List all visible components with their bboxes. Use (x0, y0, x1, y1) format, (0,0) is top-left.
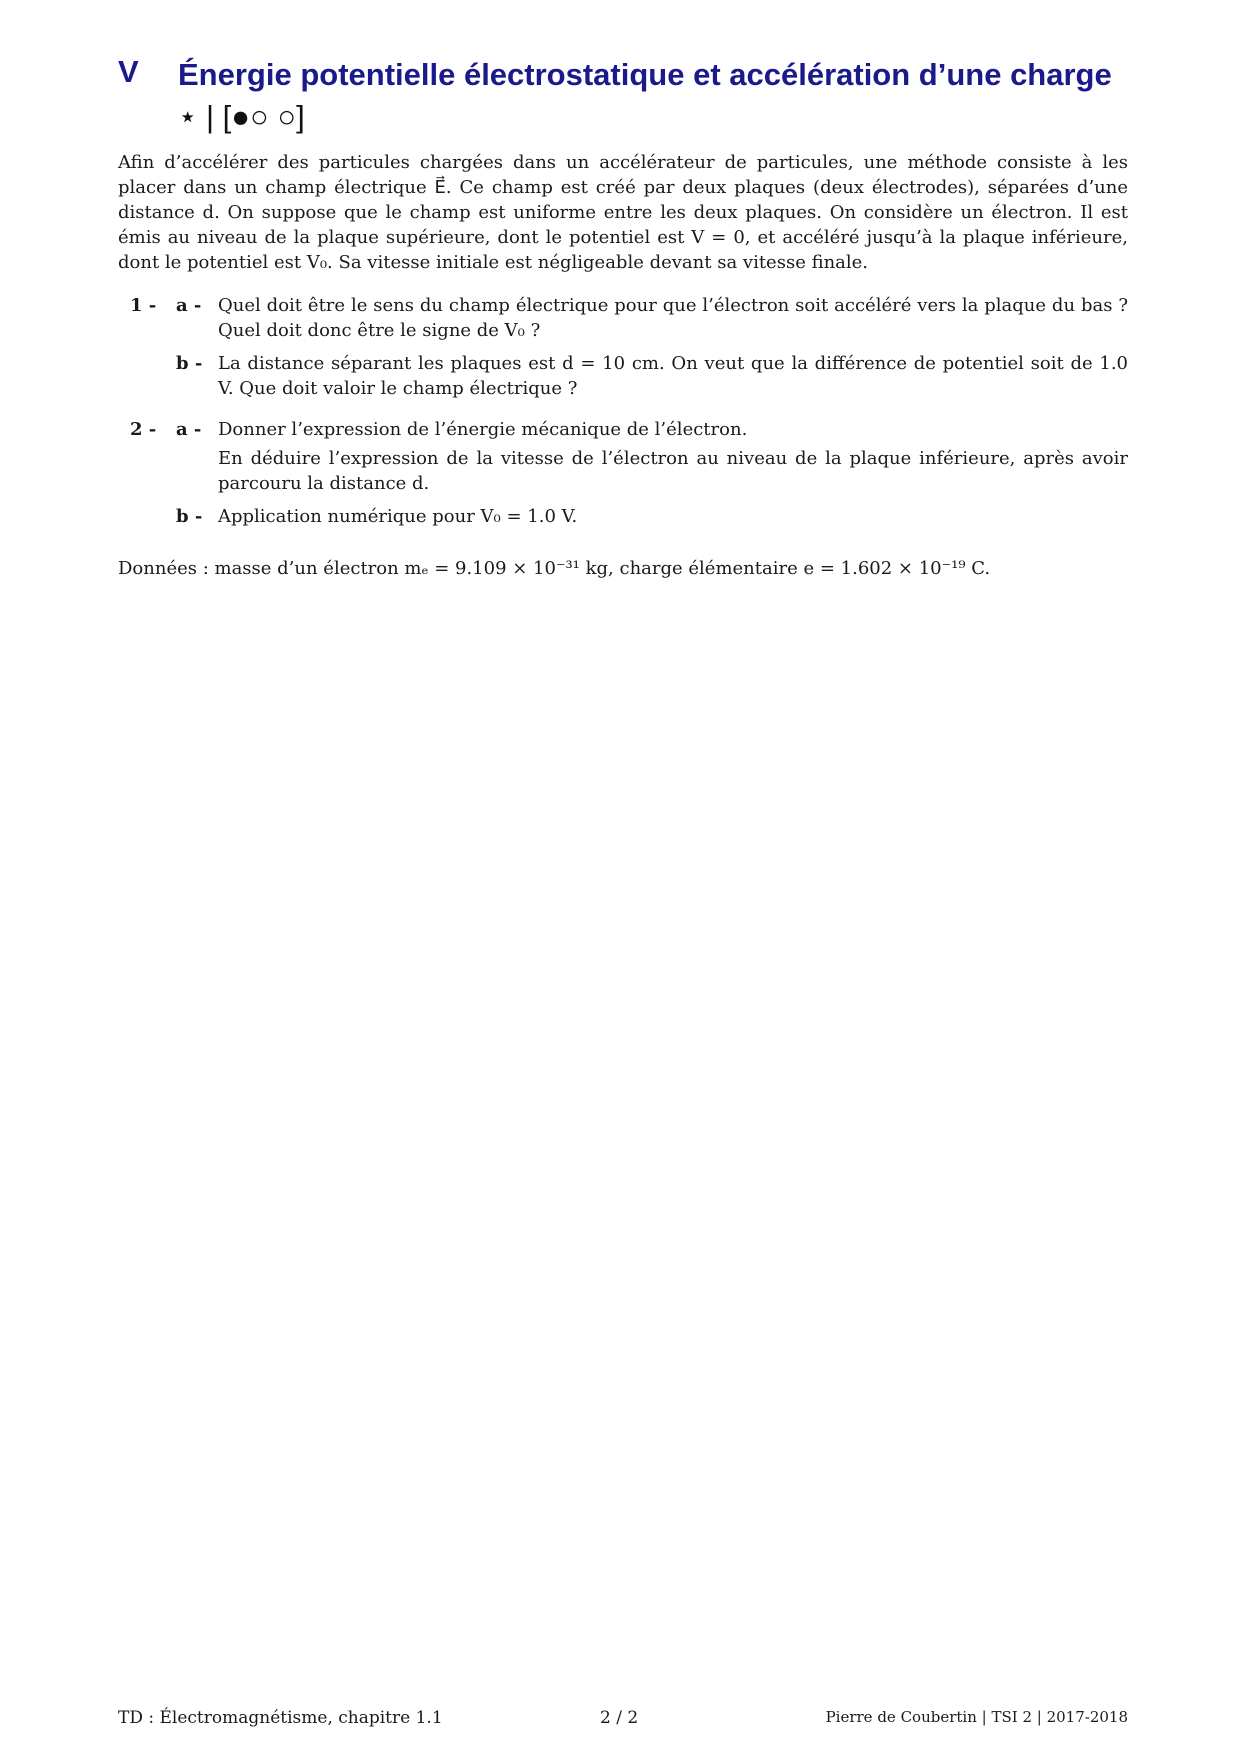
item-text: Application numérique pour V₀ = 1.0 V. (218, 506, 578, 527)
question-item (118, 504, 1128, 529)
section-title: Énergie potentielle électrostatique et accélération d’une charge (178, 57, 1112, 92)
question-2 (118, 417, 1128, 537)
question-item (118, 417, 1128, 496)
difficulty-marks: ⋆ | [●○ ○] (178, 99, 305, 134)
question-item (118, 351, 1128, 401)
item-text: Donner l’expression de l’énergie mécanique de l’électron. (218, 419, 748, 440)
item-text: La distance séparant les plaques est d = 10 cm. On veut que la différence de potentiel soit de 1.0 V. Que doit valoir le champ électrique ? (218, 353, 1128, 399)
item-letter: b - (176, 353, 203, 374)
section-number: V (118, 54, 139, 89)
question-item (118, 293, 1128, 343)
question-1 (118, 293, 1128, 409)
footer-course: TD : Électromagnétisme, chapitre 1.1 (118, 1708, 443, 1728)
item-letter: a - (176, 419, 202, 440)
item-letter: b - (176, 506, 203, 527)
question-number: 1 - (130, 295, 157, 316)
question-number: 2 - (130, 419, 157, 440)
item-text: Quel doit être le sens du champ électrique pour que l’électron soit accéléré vers la plaque du bas ? Quel doit donc être le signe de V₀ ? (218, 295, 1128, 341)
intro-paragraph: Afin d’accélérer des particules chargées dans un accélérateur de particules, une méthode consiste à les placer dans un champ électrique E⃗. Ce champ est créé par deux plaques (deux électrodes), séparées d’une distance d. On suppose que le champ est uniforme entre les deux plaques. On considère un électron. Il est émis au niveau de la plaque supérieure, dont le potentiel est V = 0, et accéléré jusqu’à la plaque inférieure, dont le potentiel est V₀. Sa vitesse initiale est négligeable devant sa vitesse finale. (118, 152, 1128, 273)
item-letter: a - (176, 295, 202, 316)
given-data: Données : masse d’un électron mₑ = 9.109 × 10⁻³¹ kg, charge élémentaire e = 1.602 × 10⁻¹⁹ C. (118, 558, 991, 579)
footer-school: Pierre de Coubertin | TSI 2 | 2017-2018 (825, 1708, 1128, 1726)
section-title-block (178, 54, 1138, 138)
item-text: En déduire l’expression de la vitesse de l’électron au niveau de la plaque inférieure, après avoir parcouru la distance d. (218, 448, 1128, 494)
footer-page-number: 2 / 2 (600, 1708, 639, 1728)
